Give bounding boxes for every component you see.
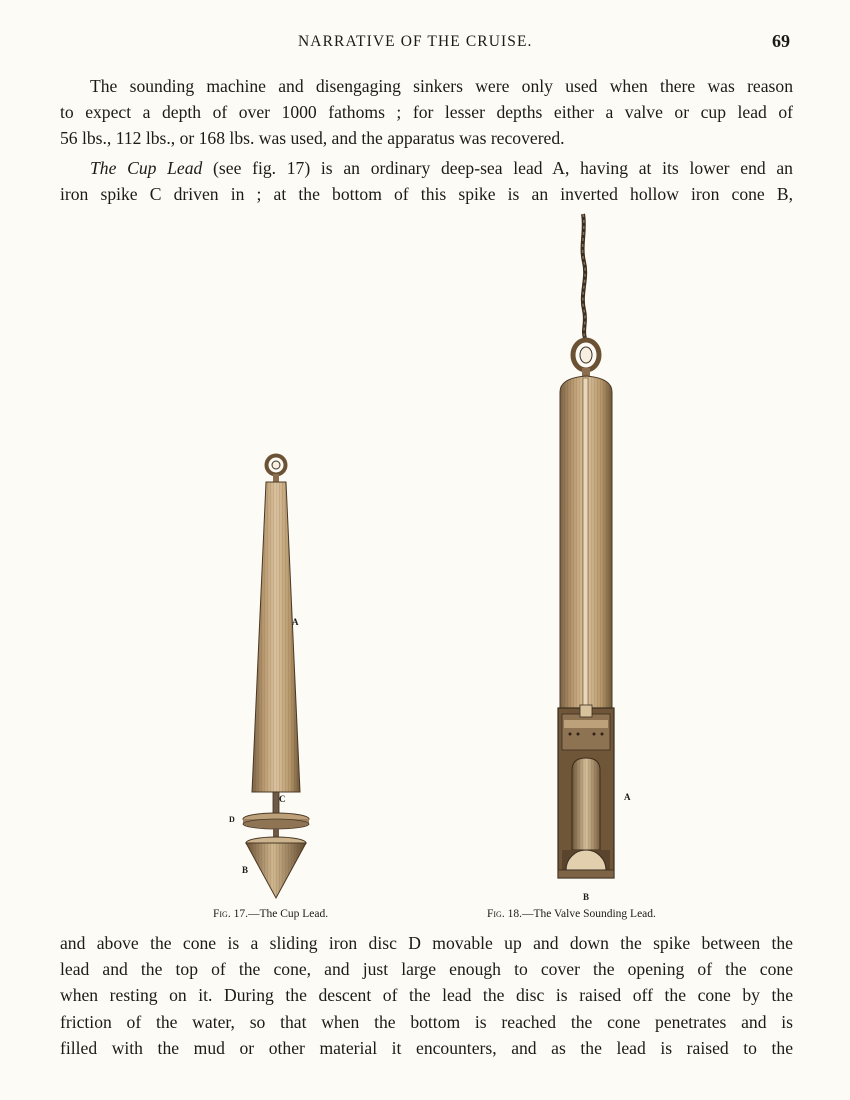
text-line: to expect a depth of over 1000 fathoms ; for lesser depths either a valve or cup lead of <box>60 102 793 122</box>
text-line: 56 lbs., 112 lbs., or 168 lbs. was used, and the apparatus was recovered. <box>60 128 565 148</box>
fig18-caption <box>487 908 656 920</box>
fig17-caption-number: Fig. 17. <box>213 908 248 920</box>
text-line: The Cup Lead (see fig. 17) is an ordinary deep-sea lead A, having at its lower end an <box>90 158 793 178</box>
fig18-label-b: B <box>583 892 590 902</box>
fig17-caption-text: —The Cup Lead. <box>247 908 329 920</box>
running-header <box>0 33 850 55</box>
fig17-label-c: C <box>279 794 286 804</box>
fig17-label-a: A <box>292 617 299 627</box>
text-line: iron spike C driven in ; at the bottom of this spike is an inverted hollow iron cone B, <box>60 184 793 204</box>
paragraph-disc-description <box>60 930 793 1061</box>
fig17-label-d: D <box>229 815 235 824</box>
paragraph-cup-lead <box>60 155 793 207</box>
running-head-title: NARRATIVE OF THE CRUISE. <box>298 33 533 50</box>
fig18-label-a: A <box>624 792 631 802</box>
text-line: and above the cone is a sliding iron disc D movable up and down the spike between the <box>60 933 793 953</box>
text-line: filled with the mud or other material it encounters, and as the lead is raised to the <box>60 1037 793 1058</box>
paragraph-sounding-machine <box>60 73 793 151</box>
text-line: friction of the water, so that when the bottom is reached the cone penetrates and is <box>60 1011 793 1032</box>
cup-lead-term: The Cup Lead <box>90 158 203 178</box>
page-number: 69 <box>772 31 790 51</box>
text-line: lead and the top of the cone, and just large enough to cover the opening of the cone <box>60 959 793 980</box>
text-line: when resting on it. During the descent of the lead the disc is raised off the cone by the <box>60 985 793 1006</box>
text-line: The sounding machine and disengaging sinkers were only used when there was reason <box>90 76 793 96</box>
fig17-caption <box>213 908 328 920</box>
figure-illustrations <box>0 210 850 930</box>
valve-lead-illustration <box>558 214 614 878</box>
fig18-caption-number: Fig. 18. <box>487 908 522 920</box>
cup-lead-illustration <box>243 456 309 899</box>
fig17-label-b: B <box>242 865 249 875</box>
fig18-caption-text: —The Valve Sounding Lead. <box>521 908 656 920</box>
